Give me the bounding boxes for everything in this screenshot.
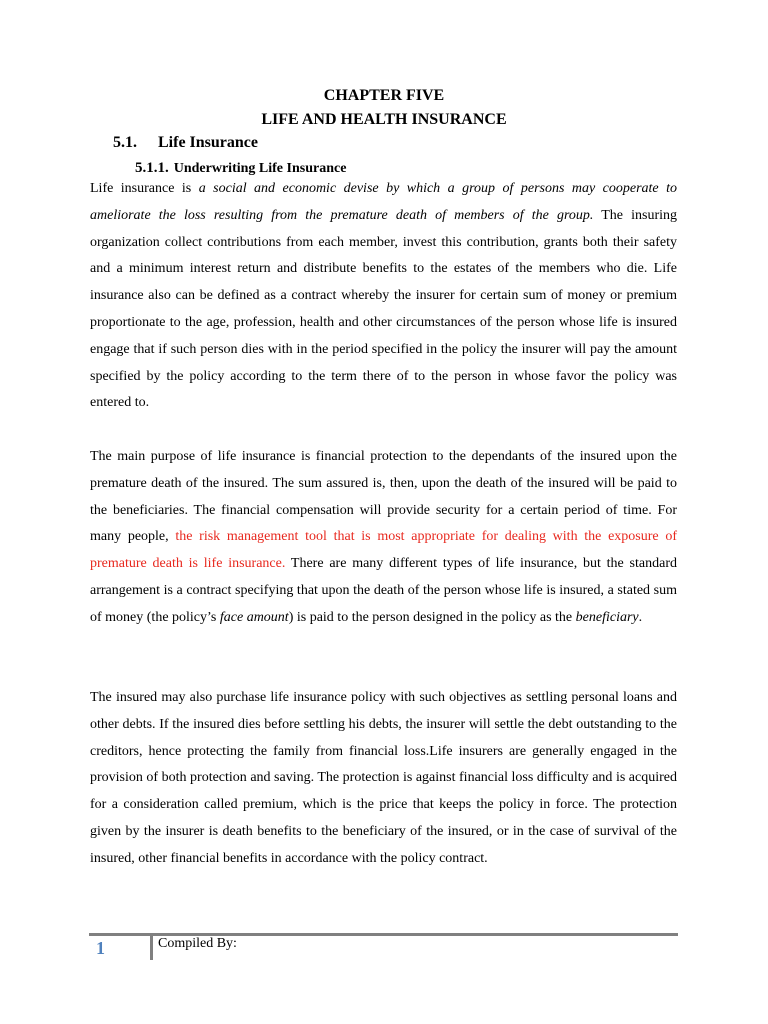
subsection-number: 5.1.1. <box>135 160 169 176</box>
highlighted-text: the risk management tool that is most appropriate for dealing with the exposure of premature death is life insurance. <box>90 529 678 572</box>
section-number: 5.1. <box>113 134 137 151</box>
paragraph-definition <box>90 176 677 417</box>
paragraph-purpose <box>90 444 677 632</box>
definition-text: a social and economic devise by which a group of persons may cooperate to ameliorate the loss resulting from the premature death of members of the group. <box>90 181 677 223</box>
chapter-title: LIFE AND HEALTH INSURANCE <box>261 111 507 128</box>
footer-divider <box>150 936 153 960</box>
term-face-amount: face amount <box>219 609 289 625</box>
page-number: 1 <box>96 938 105 958</box>
subsection-title: Underwriting Life Insurance <box>173 161 347 176</box>
paragraph-text: Life insurance is <box>90 181 199 196</box>
paragraph-text: ) is paid to the person designed in the policy as the <box>288 609 576 625</box>
paragraph-text: The insuring organization collect contributions from each member, invest this contribution, grants both their safety and a minimum interest return and distribute benefits to the estates of the members who die. Life insurance also can be defined as a contract whereby the insurer for certain sum of money or premium proportionate to the age, profession, health and other circumstances of the person whose life is insured engage that if such person dies with in the period specified in the policy the insurer will pay the amount specified by the policy according to the term there of to the person in whose favor the policy was entered to. <box>90 207 677 411</box>
paragraph-text: The main purpose of life insurance is financial protection to the dependants of the insured upon the premature death of the insured. The sum assured is, then, upon the death of the insured will be paid to the beneficiaries. The financial compensation will provide security for a certain period of time. For many people, <box>90 449 677 545</box>
paragraph-objectives: The insured may also purchase life insurance policy with such objectives as settling personal loans and other debts. If the insured dies before settling his debts, the insurer will settle the debt outstanding to the creditors, hence protecting the family from financial loss.Life insurers are generally engaged in the provision of both protection and saving. The protection is against financial loss difficulty and is acquired for a consideration called premium, which is the price that keeps the policy in force. The protection given by the insurer is death benefits to the beneficiary of the insured, or in the case of survival of the insured, other financial benefits in accordance with the policy contract. <box>90 690 677 866</box>
chapter-label: CHAPTER FIVE <box>323 87 445 104</box>
footer-compiled-by: Compiled By: <box>158 936 237 951</box>
term-beneficiary: beneficiary <box>575 609 639 625</box>
section-heading <box>113 133 258 153</box>
paragraph-text: . <box>638 609 643 625</box>
section-title: Life Insurance <box>158 134 258 151</box>
paragraph-text: There are many different types of life insurance, but the standard arrangement is a contract specifying that upon the death of the person whose life is insured, a stated sum of money (the policy’s <box>90 556 677 625</box>
